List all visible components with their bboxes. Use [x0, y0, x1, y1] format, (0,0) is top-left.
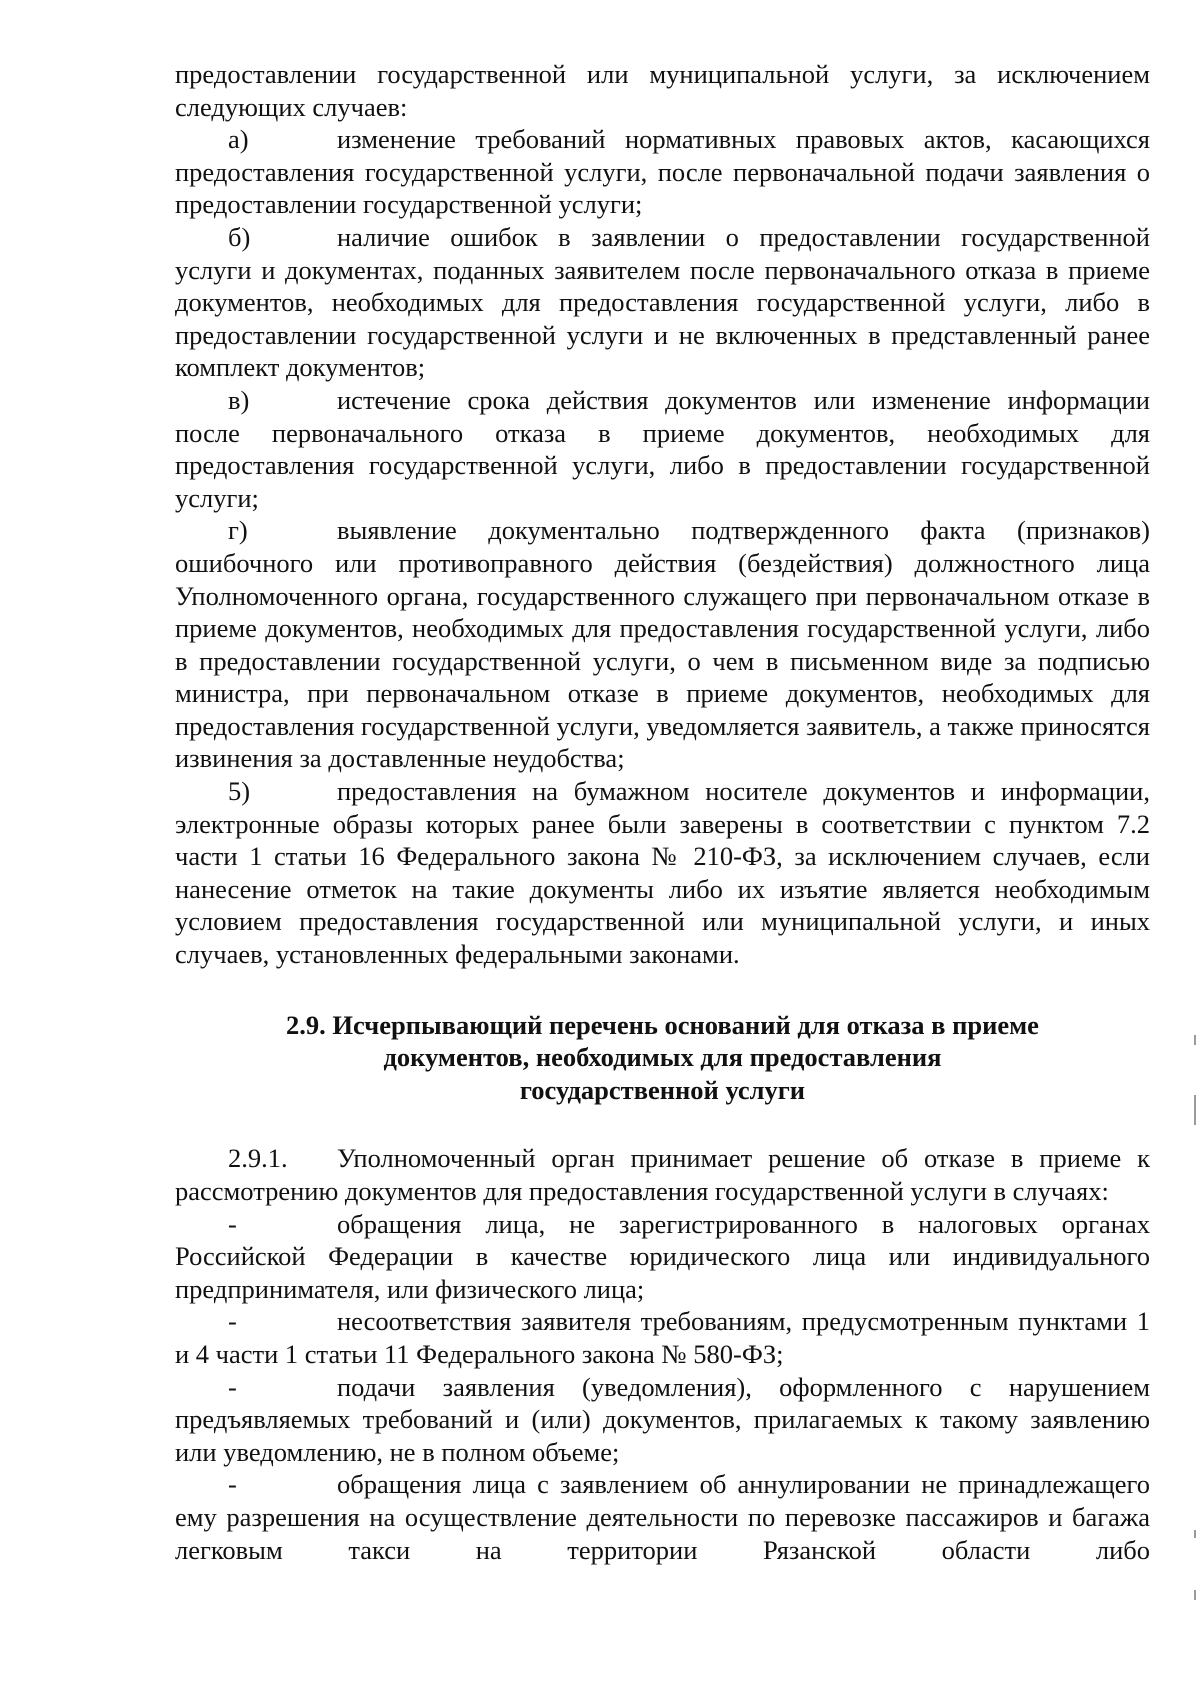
item-text: изменение требований нормативных правовых актов, касающихся предоставления государственной услуги, после первоначальной подачи заявления о предоставлении государственной услуги;: [175, 124, 1150, 220]
item-marker: а): [228, 124, 249, 155]
item-text: обращения лица с заявлением об аннулировании не принадлежащего ему разрешения на осуществление деятельности по перевозке пассажиров и багажа легковым такси на территории Рязанской области либо: [175, 1469, 1150, 1565]
list-item-5: [175, 775, 1150, 971]
dash-item: [175, 1468, 1150, 1566]
item-marker: б): [228, 221, 251, 252]
dash-marker: -: [228, 1371, 237, 1402]
item-text: истечение срока действия документов или изменение информации после первоначального отказа в приеме документов, необходимых для предоставления государственной услуги, либо в предоставлении государственной услуги;: [175, 384, 1150, 513]
list-item-g: [175, 514, 1150, 775]
item-marker: г): [228, 515, 248, 546]
list-item-a: [175, 123, 1150, 221]
scan-edge-mark: [1194, 1095, 1196, 1125]
dash-item: [175, 1305, 1150, 1370]
scan-edge-mark: [1194, 1035, 1196, 1045]
intro-paragraph: предоставлении государственной или муниципальной услуги, за исключением следующих случаев:: [175, 59, 1150, 122]
clause-2-9-1: [175, 1142, 1150, 1207]
scan-edge-mark: [1194, 1530, 1196, 1538]
dash-marker: -: [228, 1306, 237, 1337]
item-text: выявление документально подтвержденного факта (признаков) ошибочного или противоправного действия (бездействия) должностного лица Уполномоченного органа, государственного служащего при первоначальном отказе в приеме документов, необходимых для предоставления государственной услуги, либо в предоставлении государственной услуги, о чем в письменном виде за подписью министра, при первоначальном отказе в приеме документов, необходимых для предоставления государственной услуги, уведомляется заявитель, а также приносятся извинения за доставленные неудобства;: [175, 515, 1150, 774]
list-item-b: [175, 221, 1150, 384]
item-text: подачи заявления (уведомления), оформленного с нарушением предъявляемых требований и (или) документов, прилагаемых к такому заявлению или уведомлению, не в полном объеме;: [175, 1371, 1150, 1467]
clause-text: Уполномоченный орган принимает решение об отказе в приеме к рассмотрению документов для предоставления государственной услуги в случаях:: [175, 1143, 1150, 1206]
item-text: наличие ошибок в заявлении о предоставлении государственной услуги и документах, поданных заявителем после первоначального отказа в приеме документов, необходимых для предоставления государственной услуги, либо в предоставлении государственной услуги и не включенных в представленный ранее комплект документов;: [175, 221, 1150, 383]
dash-marker: -: [228, 1469, 237, 1500]
document-page: [175, 58, 1150, 1566]
list-item-v: [175, 384, 1150, 514]
item-marker: в): [228, 384, 250, 415]
scan-edge-mark: [1194, 1590, 1196, 1600]
dash-item: [175, 1208, 1150, 1306]
heading-line: документов, необходимых для предоставления: [383, 1042, 942, 1073]
heading-line: государственной услуги: [519, 1074, 806, 1105]
heading-line: 2.9. Исчерпывающий перечень оснований для отказа в приеме: [286, 1009, 1039, 1040]
dash-marker: -: [228, 1208, 237, 1239]
item-text: предоставления на бумажном носителе документов и информации, электронные образы которых ранее были заверены в соответствии с пунктом 7.2 части 1 статьи 16 Федерального закона № 210-ФЗ, за исключением случаев, если нанесение отметок на такие документы либо их изъятие является необходимым условием предоставления государственной или муниципальной услуги, и иных случаев, установленных федеральными законами.: [175, 776, 1150, 970]
item-text: несоответствия заявителя требованиям, предусмотренным пунктами 1 и 4 части 1 статьи 11 Федерального закона № 580-ФЗ;: [175, 1306, 1150, 1369]
dash-item: [175, 1371, 1150, 1469]
clause-number: 2.9.1.: [228, 1143, 288, 1174]
section-heading: [175, 1009, 1150, 1107]
item-marker: 5): [228, 776, 251, 807]
item-text: обращения лица, не зарегистрированного в налоговых органах Российской Федерации в качестве юридического лица или индивидуального предпринимателя, или физического лица;: [175, 1208, 1150, 1304]
